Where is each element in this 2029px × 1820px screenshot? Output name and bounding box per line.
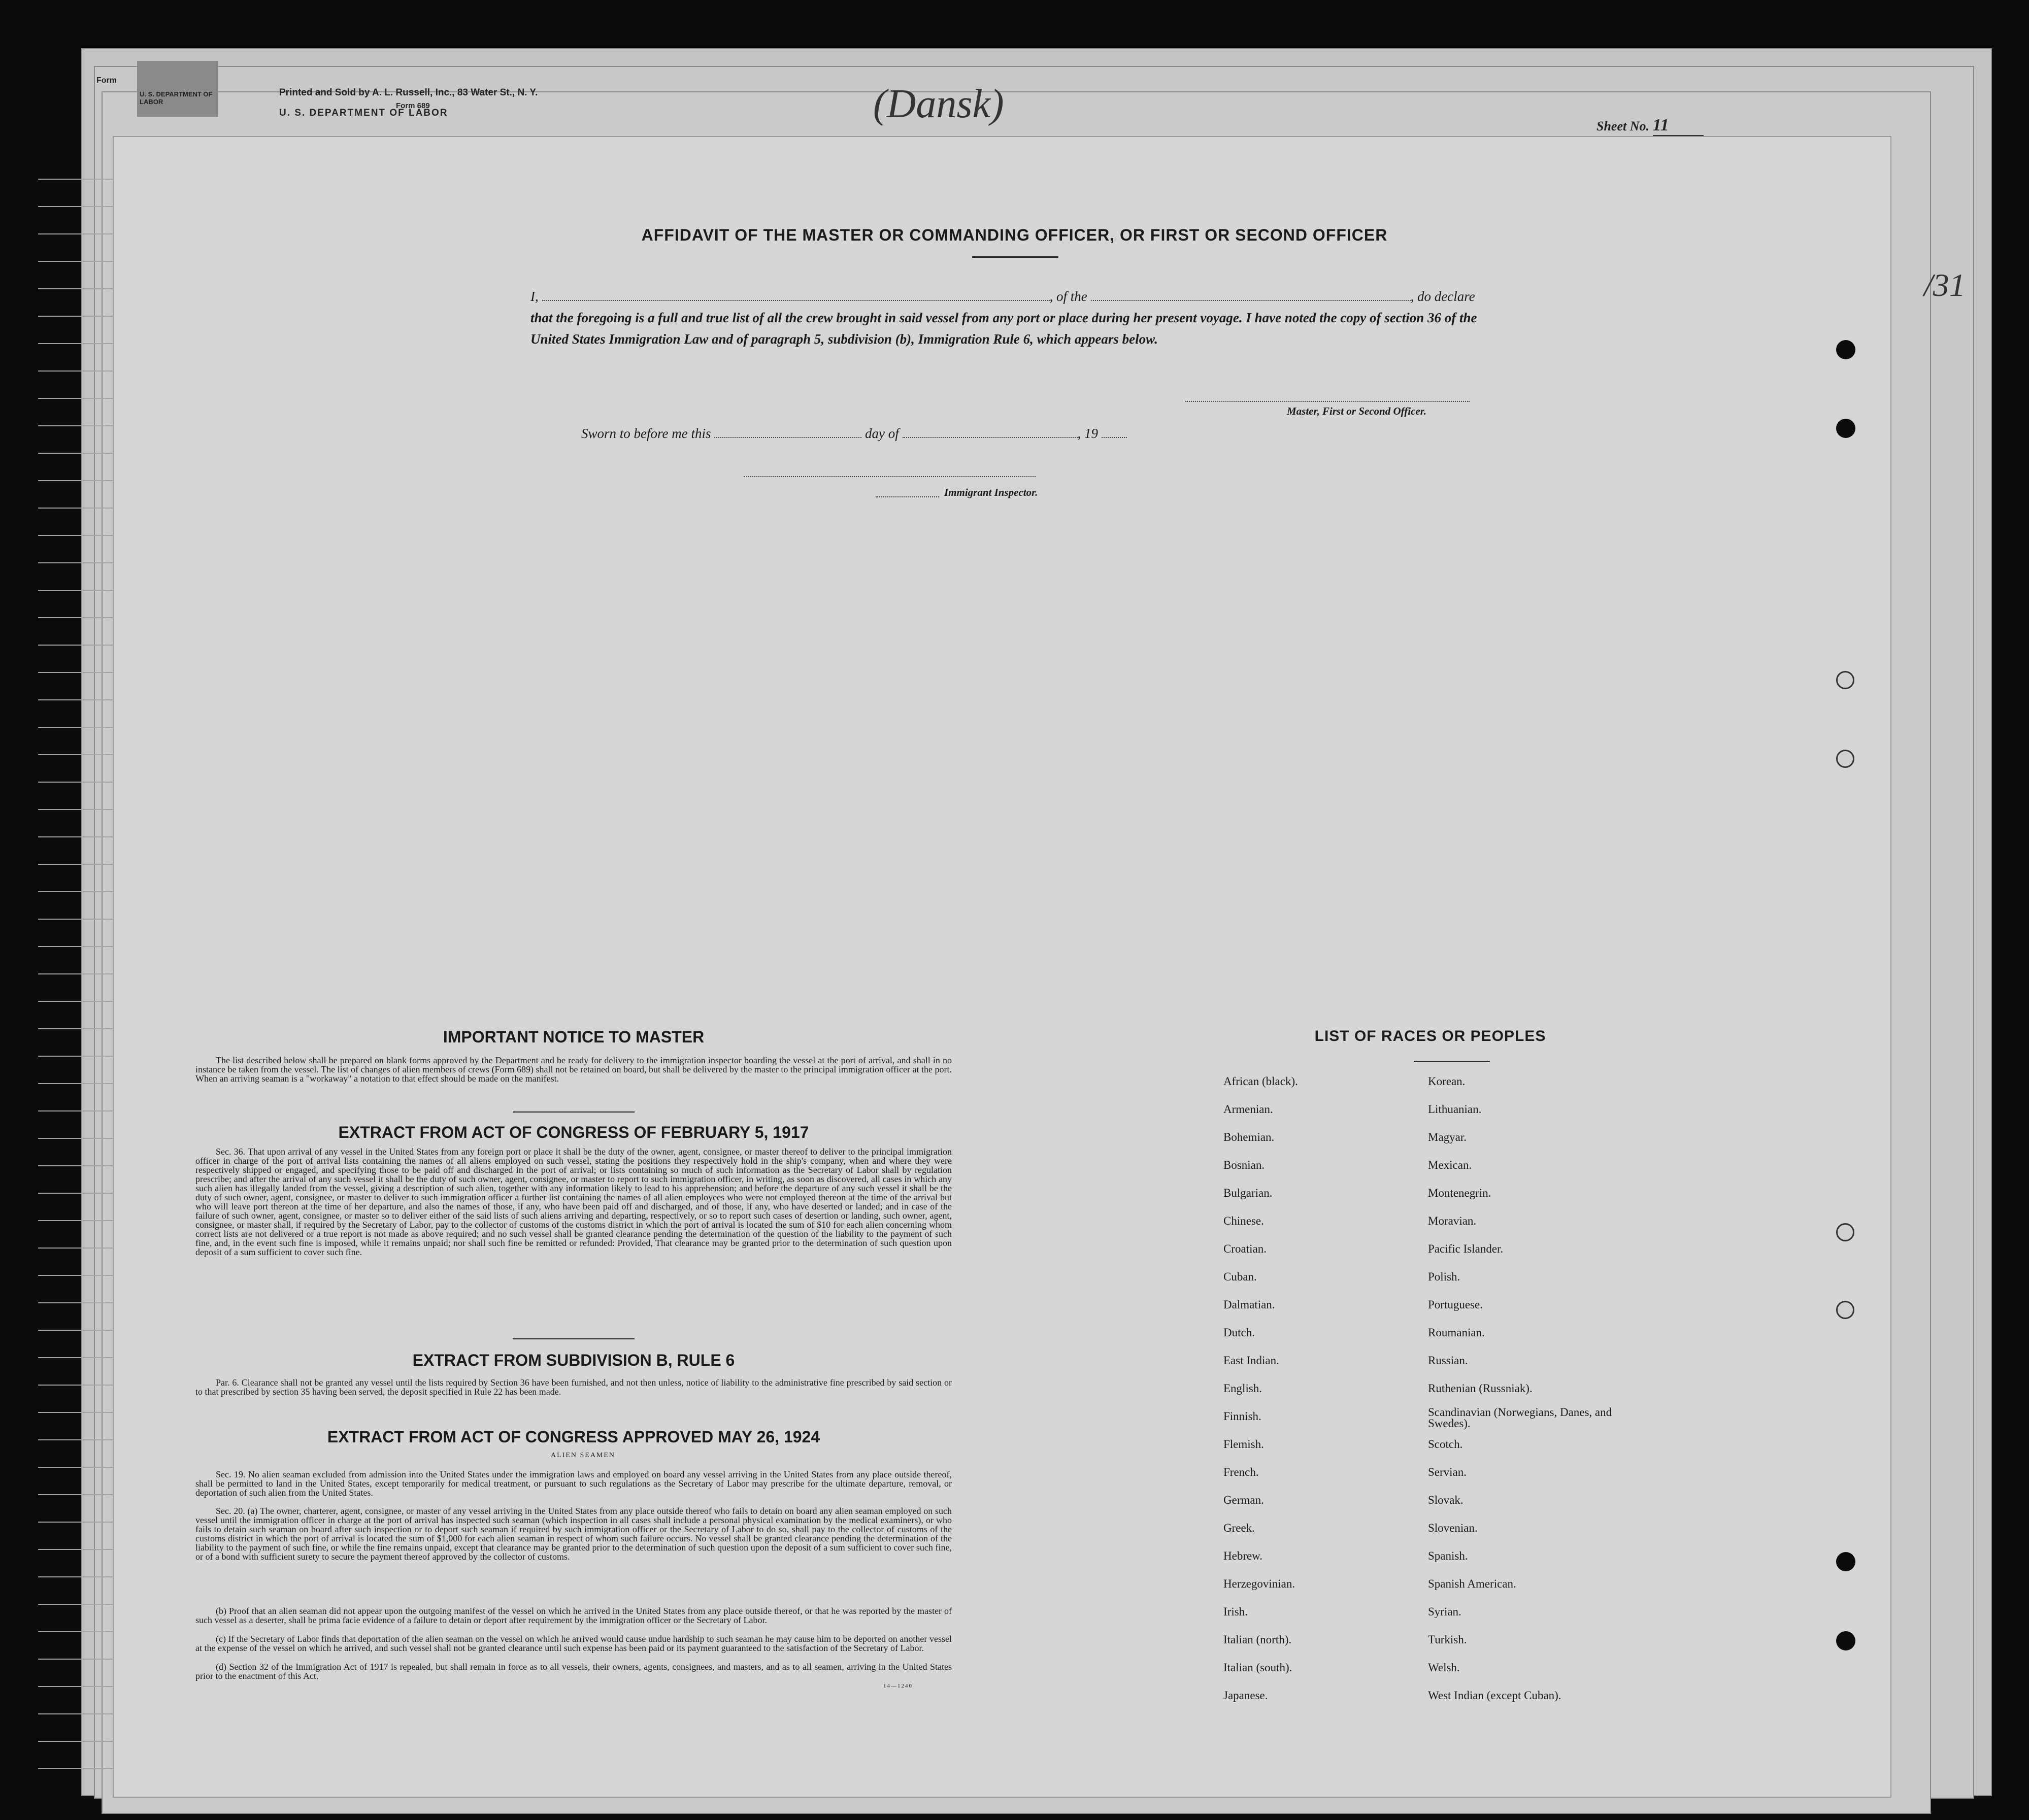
punch-hole [1836, 750, 1854, 768]
section-divider [513, 1111, 635, 1113]
race-item: Syrian. [1428, 1605, 1461, 1618]
race-item: Croatian. [1223, 1242, 1267, 1255]
extract-1917-title: EXTRACT FROM ACT OF CONGRESS OF FEBRUARY 5, 1917 [338, 1123, 809, 1141]
affidavit-body: that the foregoing is a full and true list of all the crew brought in said vessel from any port or place during her present voyage. I have noted the copy of section 36 of the United States Immigration Law and of paragraph 5, subdivision (b), Immigration Rule 6, which appears below. [530, 310, 1477, 347]
race-item: Bohemian. [1223, 1131, 1275, 1143]
affidavit-title: AFFIDAVIT OF THE MASTER OR COMMANDING OFFICER, OR FIRST OR SECOND OFFICER [641, 226, 1388, 244]
race-item: Irish. [1223, 1605, 1248, 1618]
race-item: Servian. [1428, 1466, 1467, 1478]
declare-of-the-label: , of the [1049, 289, 1087, 304]
race-item: Dalmatian. [1223, 1298, 1275, 1311]
inspector-signature-line[interactable] [744, 476, 1036, 477]
race-item: Pacific Islander. [1428, 1242, 1504, 1255]
sworn-day-field[interactable] [714, 426, 861, 438]
race-item: German. [1223, 1494, 1264, 1506]
race-item: French. [1223, 1466, 1259, 1478]
race-item: Mexican. [1428, 1159, 1472, 1171]
race-item: Slovenian. [1428, 1522, 1478, 1534]
sworn-month-field[interactable] [903, 426, 1078, 438]
master-signature-line[interactable] [1185, 401, 1470, 402]
extract-1924-sec20a: Sec. 20. (a) The owner, charterer, agent, consignee, or master of any vessel arriving in the United States from any place outside thereof who fails to detain on board any alien seaman employed on such vessel until the immigration officer in charge at the port of arrival has inspected such seaman (which inspection in all cases shall include a personal physical examination by the medical examiners), or who fails to detain such seaman on board after such inspection or to deport such seaman if required by such immigration officer or the Secretary of Labor to do so, shall pay to the collector of customs of the customs district in which the port of arrival is located the sum of $1,000 for each alien seaman in respect of whom such failure occurs. No vessel shall be granted clearance pending the determination of the liability to the payment of such fine, or while the fine remains unpaid, except that clearance may be granted prior to the determination of such question upon the deposit of a sum sufficient to cover such fine, or of a bond with sufficient surety to secure the payment thereof approved by the collector of customs. [195, 1506, 952, 1562]
race-item: Turkish. [1428, 1633, 1467, 1646]
notice-title: IMPORTANT NOTICE TO MASTER [443, 1028, 705, 1046]
punch-hole [1836, 671, 1854, 689]
vessel-name-field[interactable] [1091, 289, 1411, 301]
race-item: Scotch. [1428, 1438, 1463, 1451]
race-item: Magyar. [1428, 1131, 1467, 1143]
race-item: Flemish. [1223, 1438, 1264, 1451]
race-item: Slovak. [1428, 1494, 1463, 1506]
race-item: Greek. [1223, 1522, 1255, 1534]
extract-1924-sec20b: (b) Proof that an alien seaman did not appear upon the outgoing manifest of the vessel on which he arrived in the United States from any place outside thereof, or that he was reported by the master of such vessel as a deserter, shall be prima facie evidence of a failure to detain or deport after requirement by the immigration officer or the Secretary of Labor. [195, 1606, 952, 1625]
sworn-line [581, 423, 1292, 444]
extract-rule6-body: Par. 6. Clearance shall not be granted any vessel until the lists required by Section 36 have been furnished, and not then unless, notice of liability to the administrative fine prescribed by said section or to that prescribed by section 35 having been served, the deposit specified in Rule 22 has been made. [195, 1377, 952, 1397]
print-code: 14—1240 [883, 1683, 913, 1689]
race-item: Polish. [1428, 1270, 1460, 1283]
declare-i-label: I, [530, 289, 539, 304]
race-item: English. [1223, 1382, 1262, 1395]
department-header: U. S. DEPARTMENT OF LABOR [279, 108, 448, 118]
punch-hole [1836, 1631, 1855, 1650]
affidavit-declaration-line [530, 286, 1513, 307]
race-item: Portuguese. [1428, 1298, 1483, 1311]
race-item: African (black). [1223, 1075, 1298, 1088]
race-item: Roumanian. [1428, 1326, 1485, 1339]
punch-hole [1836, 419, 1855, 438]
race-item: East Indian. [1223, 1354, 1279, 1367]
race-item: Chinese. [1223, 1215, 1264, 1227]
race-item: Hebrew. [1223, 1549, 1263, 1562]
punch-hole [1836, 1552, 1855, 1571]
ruled-edge [38, 152, 114, 1792]
side-handwritten-mark: /31 [1924, 267, 1966, 303]
extract-1924-sec20d: (d) Section 32 of the Immigration Act of 1917 is repealed, but shall remain in force as to all vessels, their owners, agents, consignees, and masters, and as to all seamen, arriving in the United States prior to the enactment of this Act. [195, 1662, 952, 1681]
race-item: Korean. [1428, 1075, 1466, 1088]
race-item: West Indian (except Cuban). [1428, 1689, 1561, 1702]
race-item: Herzegovinian. [1223, 1577, 1295, 1590]
handwritten-note: (Dansk) [873, 82, 1004, 126]
extract-1924-sec19: Sec. 19. No alien seaman excluded from admission into the United States under the immigration laws and employed on board any vessel arriving in the United States from any place outside thereof, shall be permitted to land in the United States, except temporarily for medical treatment, or pursuant to such regulations as the Secretary of Labor may prescribe for the ultimate departure, removal, or deportation of such alien from the United States. [195, 1469, 952, 1498]
master-name-field[interactable] [542, 289, 1050, 301]
race-item: Cuban. [1223, 1270, 1257, 1283]
master-signature-label: Master, First or Second Officer. [1287, 405, 1426, 417]
form-number: Form 689 [396, 102, 430, 110]
sworn-year-field[interactable] [1102, 426, 1127, 438]
race-item: Spanish. [1428, 1549, 1468, 1562]
punch-hole [1836, 1301, 1854, 1319]
race-item: Spanish American. [1428, 1577, 1516, 1590]
dept-strip-label: U. S. DEPARTMENT OF LABOR [140, 90, 213, 106]
sworn-prefix: Sworn to before me this [581, 426, 711, 441]
races-title: LIST OF RACES OR PEOPLES [1314, 1028, 1546, 1044]
race-item: Scandinavian (Norwegians, Danes, and Swedes). [1428, 1406, 1612, 1430]
race-item: Russian. [1428, 1354, 1468, 1367]
race-item: Italian (south). [1223, 1661, 1292, 1674]
race-item: Italian (north). [1223, 1633, 1292, 1646]
sheet-number [1596, 116, 1704, 136]
race-item: Japanese. [1223, 1689, 1268, 1702]
extract-rule6-title: EXTRACT FROM SUBDIVISION B, RULE 6 [412, 1351, 735, 1369]
race-item: Welsh. [1428, 1661, 1460, 1674]
punch-hole [1836, 340, 1855, 359]
sheet-number-value: 11 [1652, 116, 1669, 134]
form-label: Form [96, 76, 117, 85]
printer-credit: Printed and Sold by A. L. Russell, Inc., 83 Water St., N. Y. [279, 87, 538, 98]
races-divider [1414, 1061, 1490, 1062]
race-item: Bulgarian. [1223, 1187, 1273, 1199]
extract-1924-sec20c: (c) If the Secretary of Labor finds that deportation of the alien seaman on the vessel on which he arrived would cause undue hardship to such seaman he may cause him to be deported on another vessel at the expense of the vessel on which he arrived, and such vessel shall not be granted clearance until such expense has been paid or its payment guaranteed to the satisfaction of the Secretary of Labor. [195, 1634, 952, 1653]
alien-seamen-subtitle: ALIEN SEAMEN [551, 1452, 616, 1459]
race-item: Lithuanian. [1428, 1103, 1482, 1116]
declare-label: , do declare [1410, 289, 1475, 304]
race-item: Moravian. [1428, 1215, 1477, 1227]
inspector-label-leader [876, 496, 939, 497]
extract-1917-body: Sec. 36. That upon arrival of any vessel in the United States from any foreign port or place it shall be the duty of the owner, agent, consignee, or master thereof to deliver to the principal immigration officer in charge of the port of arrival lists containing the names of all aliens employed on such vessel, stating the positions they respectively hold in the ship's company, when and where they were respectively shipped or engaged, and specifying those to be paid off and discharged in the port of arrival; or lists containing so much of such information as the Secretary of Labor shall by regulation prescribe; and after the arrival of any such vessel it shall be the duty of such owner, agent, consignee, or master to report to such immigration officer, in writing, as soon as discovered, all cases in which any such alien has illegally landed from the vessel, giving a description of such alien, together with any information likely to lead to his apprehension; and before the departure of any such vessel it shall be the duty of such owner, agent, consignee, or master to deliver to such immigration officer a further list containing the names of all alien employees who were not employed thereon at the time of the arrival but who will leave port thereon at the time of her departure, and also the names of those, if any, who have been paid off and discharged, and of those, if any, who have deserted or landed; and in case of the failure of such owner, agent, consignee, or master so to deliver either of the said lists of such aliens arriving and departing, respectively, or so to report such cases of desertion or landing, such owner, agent, consignee, or master shall, if required by the Secretary of Labor, pay to the collector of customs of the customs district in which the port of arrival is located the sum of $10 for each alien concerning whom correct lists are not delivered or a true report is not made as above required; and no such vessel shall be granted clearance pending the determination of the question of the liability to the payment of such fine, and, in the event such fine is imposed, while it remains unpaid; nor shall such fine be remitted or refunded: Provided, That clearance may be granted prior to the determination of such question upon deposit of a sum sufficient to cover such fine. [195, 1147, 952, 1257]
race-item: Finnish. [1223, 1410, 1261, 1423]
sheet-number-label: Sheet No. [1596, 119, 1649, 133]
section-divider [513, 1338, 635, 1339]
title-divider [972, 256, 1058, 258]
notice-body: The list described below shall be prepared on blank forms approved by the Department and be ready for delivery to the immigration inspector boarding the vessel at the port of arrival, and shall in no instance be taken from the vessel. The list of changes of alien members of crews (Form 689) shall not be retained on board, but shall be delivered by the master to the principal immigration officer at the port. When an arriving seaman is a "workaway" a notation to that effect should be made on the manifest. [195, 1055, 952, 1084]
race-item: Armenian. [1223, 1103, 1273, 1116]
race-item: Bosnian. [1223, 1159, 1265, 1171]
extract-1924-title: EXTRACT FROM ACT OF CONGRESS APPROVED MAY 26, 1924 [327, 1428, 820, 1446]
race-item: Dutch. [1223, 1326, 1255, 1339]
race-item: Montenegrin. [1428, 1187, 1491, 1199]
punch-hole [1836, 1223, 1854, 1241]
inspector-signature-label: Immigrant Inspector. [944, 486, 1038, 498]
sworn-year-label: , 19 [1077, 426, 1098, 441]
race-item: Ruthenian (Russniak). [1428, 1382, 1533, 1395]
sworn-day-label: day of [865, 426, 899, 441]
